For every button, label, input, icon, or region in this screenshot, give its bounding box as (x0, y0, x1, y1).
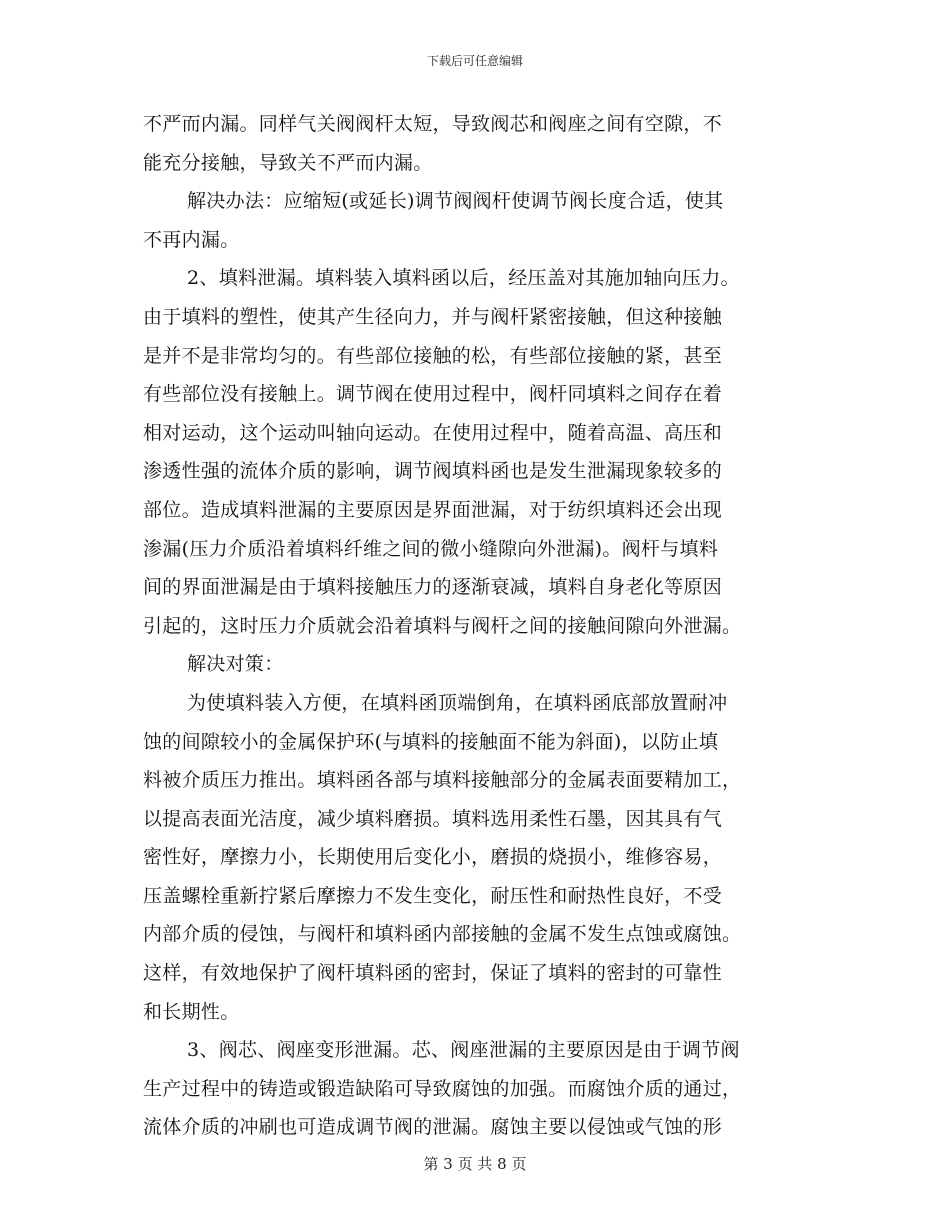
text-line: 料被介质压力推出。填料函各部与填料接触部分的金属表面要精加工， (143, 769, 742, 792)
text-line: 不再内漏。 (143, 228, 240, 251)
text-line: 为使填料装入方便，在填料函顶端倒角，在填料函底部放置耐冲 (187, 691, 728, 714)
text-line: 不严而内漏。同样气关阀阀杆太短，导致阀芯和阀座之间有空隙，不 (143, 113, 723, 135)
text-line: 渗透性强的流体介质的影响，调节阀填料函也是发生泄漏现象较多的 (143, 460, 723, 483)
text-line: 由于填料的塑性，使其产生径向力，并与阀杆紧密接触，但这种接触 (143, 305, 723, 328)
text-line: 是并不是非常均匀的。有些部位接触的松，有些部位接触的紧，甚至 (143, 344, 723, 367)
text-line: 流体介质的冲刷也可造成调节阀的泄漏。腐蚀主要以侵蚀或气蚀的形 (143, 1116, 723, 1139)
text-line: 能充分接触，导致关不严而内漏。 (143, 151, 433, 174)
text-line: 2、填料泄漏。填料装入填料函以后，经压盖对其施加轴向压力。 (187, 267, 740, 290)
text-line: 解决对策： (187, 653, 284, 676)
text-line: 部位。造成填料泄漏的主要原因是界面泄漏，对于纺织填料还会出现 (143, 498, 723, 521)
text-line: 3、阀芯、阀座变形泄漏。芯、阀座泄漏的主要原因是由于调节阀 (187, 1039, 740, 1062)
text-line: 以提高表面光洁度，减少填料磨损。填料选用柔性石墨，因其具有气 (143, 807, 723, 830)
text-line: 生产过程中的铸造或锻造缺陷可导致腐蚀的加强。而腐蚀介质的通过， (143, 1077, 742, 1100)
text-line: 解决办法：应缩短(或延长)调节阀阀杆使调节阀长度合适，使其 (187, 190, 724, 213)
text-line: 引起的，这时压力介质就会沿着填料与阀杆之间的接触间隙向外泄漏。 (143, 614, 742, 637)
document-body (143, 105, 807, 1147)
text-line: 密性好，摩擦力小，长期使用后变化小，磨损的烧损小，维修容易， (143, 846, 723, 869)
text-line: 和长期性。 (143, 1000, 240, 1023)
text-line: 这样，有效地保护了阀杆填料函的密封，保证了填料的密封的可靠性 (143, 962, 723, 985)
text-line: 内部介质的侵蚀，与阀杆和填料函内部接触的金属不发生点蚀或腐蚀。 (143, 923, 742, 946)
text-line: 间的界面泄漏是由于填料接触压力的逐渐衰减，填料自身老化等原因 (143, 576, 723, 599)
page-header: 下载后可任意编辑 (426, 54, 523, 68)
text-line: 有些部位没有接触上。调节阀在使用过程中，阀杆同填料之间存在着 (143, 383, 723, 406)
text-line: 蚀的间隙较小的金属保护环(与填料的接触面不能为斜面)，以防止填 (143, 730, 719, 753)
text-line: 压盖螺栓重新拧紧后摩擦力不发生变化，耐压性和耐热性良好，不受 (143, 884, 723, 907)
text-line: 相对运动，这个运动叫轴向运动。在使用过程中，随着高温、高压和 (143, 421, 723, 444)
page-footer: 第 3 页 共 8 页 (423, 1155, 527, 1173)
text-line: 渗漏(压力介质沿着填料纤维之间的微小缝隙向外泄漏)。阀杆与填料 (143, 537, 719, 560)
